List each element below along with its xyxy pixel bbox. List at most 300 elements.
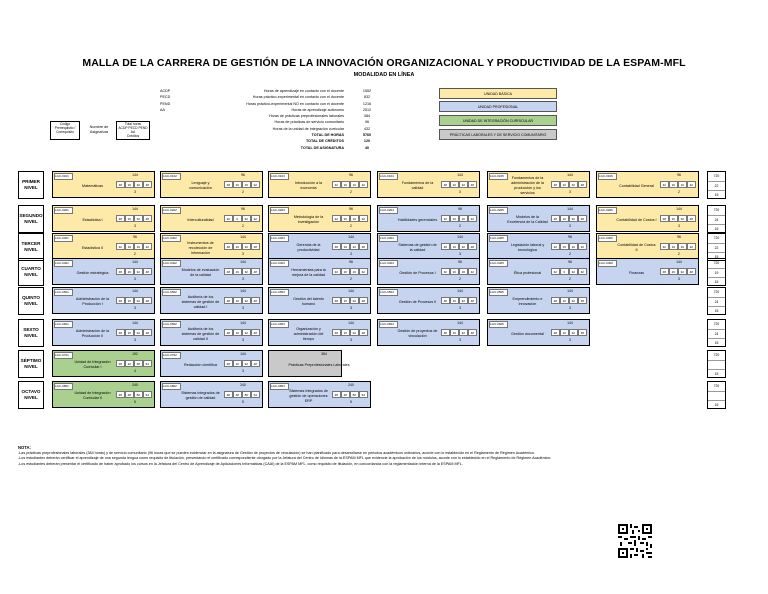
note-line: -Los estudiantes deberán certificar el aprendizaje de una segunda lengua como requisito de titulación, presentando el certificado correspondiente otorgado por la Jefatura del Centro de Idiomas de la ESPAM MFL que evidencie la aprobación de los módulos, acorde con lo establecido en el Reglamento de Régimen Académico. xyxy=(18,456,552,461)
hours-value: 40 xyxy=(364,145,370,150)
hours-cell: 32 xyxy=(459,243,468,250)
course-code: LGC-0104 xyxy=(379,173,398,180)
hours-cell: 48 xyxy=(551,181,560,188)
course-card[interactable] xyxy=(487,287,590,314)
course-name: Redacción científica xyxy=(183,362,217,367)
hours-summary xyxy=(160,88,390,151)
notes xyxy=(18,445,758,467)
course-total-hours: 96 xyxy=(349,173,353,177)
course-card[interactable] xyxy=(160,350,263,377)
course-hours-breakdown xyxy=(660,268,696,275)
course-code: LGC-0802 xyxy=(162,383,181,390)
hours-cell: 16 xyxy=(450,243,459,250)
course-card[interactable] xyxy=(268,287,371,314)
course-hours-breakdown xyxy=(660,243,696,250)
course-credits: 2 xyxy=(678,190,680,194)
hours-cell: 16 xyxy=(669,181,678,188)
course-code: LGC-0404 xyxy=(379,260,398,267)
hours-label: Horas de prácticas de servicio comunitario xyxy=(274,120,344,125)
hours-cell: 32 xyxy=(678,268,687,275)
course-hours-breakdown xyxy=(332,268,368,275)
course-credits: 3 xyxy=(134,190,136,194)
course-total-hours: 96 xyxy=(677,235,681,239)
course-card[interactable] xyxy=(596,205,699,232)
course-hours-breakdown xyxy=(224,360,260,367)
course-total-hours: 96 xyxy=(241,173,245,177)
hours-cell: 16 xyxy=(242,181,251,188)
level-totals xyxy=(707,258,726,286)
course-total-hours: 240 xyxy=(348,383,354,387)
course-total-hours: 96 xyxy=(458,260,462,264)
course-card[interactable] xyxy=(52,171,155,198)
course-name: Gestión de Procesos I xyxy=(399,270,436,275)
hours-cell: 80 xyxy=(242,391,251,398)
hours-cell: 16 xyxy=(560,243,569,250)
hours-cell: 32 xyxy=(242,215,251,222)
course-total-hours: 240 xyxy=(240,383,246,387)
course-credits: 2 xyxy=(459,224,461,228)
hours-cell: 48 xyxy=(224,329,233,336)
hours-cell: 48 xyxy=(251,360,260,367)
course-code: LGC-0201 xyxy=(54,207,73,214)
course-code: LGC-0601 xyxy=(54,321,73,328)
key-hours-box: Total horas ACDP PECD PEND AA Créditos xyxy=(116,121,150,140)
course-card[interactable] xyxy=(268,233,371,260)
course-hours-breakdown xyxy=(332,391,368,398)
course-card[interactable] xyxy=(52,258,155,285)
course-hours-breakdown xyxy=(441,181,477,188)
course-total-hours: 144 xyxy=(348,289,354,293)
hours-value: 1216 xyxy=(362,101,372,106)
hours-cell: 16 xyxy=(669,215,678,222)
hours-cell: 32 xyxy=(468,268,477,275)
course-credits: 2 xyxy=(350,277,352,281)
course-total-hours: 144 xyxy=(240,352,246,356)
hours-cell: 48 xyxy=(332,243,341,250)
course-code: LGC-0301 xyxy=(54,235,73,242)
course-hours-breakdown xyxy=(660,181,696,188)
course-card[interactable] xyxy=(268,258,371,285)
level-label: PRIMER NIVEL xyxy=(18,171,44,199)
course-card[interactable] xyxy=(52,319,155,346)
hours-cell: 48 xyxy=(468,297,477,304)
level-total-value: 15 xyxy=(714,309,719,314)
course-credits: 3 xyxy=(459,306,461,310)
hours-cell: 48 xyxy=(251,329,260,336)
hours-cell: 32 xyxy=(551,243,560,250)
course-code: LGC-0605 xyxy=(489,321,508,328)
course-card[interactable] xyxy=(487,319,590,346)
course-credits: 3 xyxy=(569,338,571,342)
level-total-value: 720 xyxy=(708,259,725,269)
level-total-value: 15 xyxy=(714,372,719,377)
course-card[interactable] xyxy=(160,258,263,285)
hours-cell: 48 xyxy=(224,360,233,367)
level-label: SEXTO NIVEL xyxy=(18,319,44,347)
course-name: Unidad de Integración Curricular I xyxy=(74,360,111,369)
hours-cell: 80 xyxy=(350,391,359,398)
course-card[interactable] xyxy=(52,233,155,260)
course-hours-breakdown xyxy=(116,329,152,336)
hours-cell: 32 xyxy=(125,360,134,367)
course-credits: 5 xyxy=(242,400,244,404)
course-card[interactable] xyxy=(52,381,155,408)
hours-cell: 16 xyxy=(233,268,242,275)
course-card[interactable] xyxy=(268,205,371,232)
hours-cell: 32 xyxy=(359,181,368,188)
hours-cell: 16 xyxy=(678,181,687,188)
course-credits: 3 xyxy=(678,224,680,228)
hours-cell: 48 xyxy=(578,181,587,188)
course-hours-breakdown xyxy=(116,243,152,250)
course-card[interactable] xyxy=(596,171,699,198)
page-title: MALLA DE LA CARRERA DE GESTIÓN DE LA INNOVACIÓN ORGANIZACIONAL Y PRODUCTIVIDAD DE LA ESPAM-MFL xyxy=(82,57,686,69)
course-card[interactable] xyxy=(160,381,263,408)
course-total-hours: 96 xyxy=(133,235,137,239)
hours-value: 120 xyxy=(363,139,371,144)
hours-cell: 32 xyxy=(350,243,359,250)
course-code: LGC-0102 xyxy=(162,173,181,180)
legend-item: PRÁCTICAS LABORALES Y DE SERVICIO COMUNITARIO xyxy=(439,129,557,140)
course-code: LGC-0206 xyxy=(598,207,617,214)
hours-value: 1552 xyxy=(362,89,372,93)
level-label: TERCER NIVEL xyxy=(18,233,44,261)
hours-cell: 16 xyxy=(125,215,134,222)
course-hours-breakdown xyxy=(332,329,368,336)
course-credits: 3 xyxy=(134,306,136,310)
course-total-hours: 144 xyxy=(240,321,246,325)
course-name: Administración de la Producción I xyxy=(75,297,110,306)
level-total-value: 15 xyxy=(714,403,719,408)
hours-cell: 48 xyxy=(660,215,669,222)
course-credits: 3 xyxy=(350,252,352,256)
course-card[interactable] xyxy=(487,171,590,198)
course-card[interactable] xyxy=(160,233,263,260)
course-credits: 2 xyxy=(569,252,571,256)
hours-cell: 48 xyxy=(551,215,560,222)
course-code: LGC-0204 xyxy=(379,207,398,214)
course-code: LGC-0603 xyxy=(270,321,289,328)
course-card[interactable] xyxy=(377,258,480,285)
hours-cell: 32 xyxy=(251,215,260,222)
level-totals xyxy=(707,381,726,409)
course-total-hours: 144 xyxy=(240,260,246,264)
hours-cell: 16 xyxy=(569,243,578,250)
level-total-value: 720 xyxy=(708,382,725,392)
key-name: Nombre de Asignatura xyxy=(89,125,109,134)
hours-value: 96 xyxy=(364,120,370,125)
level-total-value: 22 xyxy=(708,244,725,254)
course-credits: 5 xyxy=(134,400,136,404)
hours-cell: 64 xyxy=(143,360,152,367)
course-code: LGC-0403 xyxy=(270,260,289,267)
hours-cell: 48 xyxy=(251,268,260,275)
hours-cell: 48 xyxy=(134,360,143,367)
course-name: Gestión del talento humano xyxy=(293,297,324,306)
hours-label: Horas de la unidad de integración curricular xyxy=(272,126,344,131)
course-total-hours: 144 xyxy=(240,235,246,239)
hours-cell: 48 xyxy=(332,391,341,398)
level-total-value: 15 xyxy=(714,280,719,285)
course-code: LGC-0205 xyxy=(489,207,508,214)
hours-cell: 48 xyxy=(143,297,152,304)
course-card[interactable] xyxy=(487,205,590,232)
course-credits: 3 xyxy=(242,369,244,373)
course-hours-breakdown xyxy=(332,181,368,188)
hours-abbr: PEND xyxy=(160,101,171,106)
course-total-hours: 144 xyxy=(676,207,682,211)
course-total-hours: 144 xyxy=(348,235,354,239)
course-name: Gestión de Procesos II xyxy=(398,299,437,304)
course-card[interactable] xyxy=(487,258,590,285)
hours-cell: 48 xyxy=(441,329,450,336)
hours-cell: 80 xyxy=(134,391,143,398)
hours-cell: 48 xyxy=(441,181,450,188)
course-name: Gestión estratégica xyxy=(76,270,109,275)
legend-item: UNIDAD BÁSICA xyxy=(439,88,557,99)
course-code: LGC-0304 xyxy=(379,235,398,242)
course-card[interactable] xyxy=(268,171,371,198)
course-total-hours: 144 xyxy=(457,235,463,239)
level-total-value xyxy=(708,361,725,371)
hours-label: Horas de aprendizaje en contacto con el docente xyxy=(263,89,344,93)
hours-cell: 32 xyxy=(569,268,578,275)
course-card[interactable] xyxy=(52,287,155,314)
hours-cell: 32 xyxy=(242,329,251,336)
course-card[interactable] xyxy=(377,171,480,198)
course-credits: 2 xyxy=(242,224,244,228)
course-hours-breakdown xyxy=(116,391,152,398)
course-credits: 3 xyxy=(459,338,461,342)
hours-cell: 16 xyxy=(233,181,242,188)
course-credits: 3 xyxy=(134,338,136,342)
level-total-value: 720 xyxy=(708,172,725,182)
course-hours-breakdown xyxy=(224,181,260,188)
course-credits: 2 xyxy=(678,252,680,256)
hours-cell: 48 xyxy=(125,391,134,398)
course-hours-breakdown xyxy=(332,215,368,222)
course-card[interactable] xyxy=(160,319,263,346)
course-card[interactable] xyxy=(268,319,371,346)
course-hours-breakdown xyxy=(332,297,368,304)
course-credits: 3 xyxy=(242,338,244,342)
hours-cell: 64 xyxy=(251,391,260,398)
hours-cell: 16 xyxy=(125,329,134,336)
hours-cell: 48 xyxy=(116,215,125,222)
course-card[interactable] xyxy=(160,287,263,314)
hours-cell: 16 xyxy=(450,181,459,188)
course-credits: 3 xyxy=(242,277,244,281)
course-name: Prácticas Preprofesionales Laborales xyxy=(288,362,350,367)
hours-cell: 48 xyxy=(143,215,152,222)
course-credits: 2 xyxy=(242,190,244,194)
hours-abbr: AA xyxy=(160,107,165,112)
course-total-hours: 144 xyxy=(132,289,138,293)
level-total-value: 15 xyxy=(714,255,719,260)
course-credits: 3 xyxy=(569,190,571,194)
course-total-hours: 384 xyxy=(321,352,327,356)
hours-cell: 32 xyxy=(242,360,251,367)
hours-cell: 32 xyxy=(678,215,687,222)
level-total-value: 22 xyxy=(708,182,725,192)
course-credits: 2 xyxy=(350,190,352,194)
level-total-value: 720 xyxy=(708,320,725,330)
course-card[interactable] xyxy=(596,258,699,285)
course-credits: 3 xyxy=(242,252,244,256)
course-hours-breakdown xyxy=(551,268,587,275)
course-card[interactable] xyxy=(268,381,371,408)
hours-cell: 32 xyxy=(242,268,251,275)
hours-cell: 32 xyxy=(134,181,143,188)
hours-cell: 16 xyxy=(350,268,359,275)
course-code: LGC-0306 xyxy=(598,235,617,242)
hours-label: Horas de aprendizaje autónomo xyxy=(291,107,344,112)
course-name: Auditoría de los sistemas de gestión de calidad I xyxy=(181,294,220,309)
course-name: Emprendimiento e innovación xyxy=(512,297,543,306)
course-total-hours: 96 xyxy=(568,235,572,239)
course-hours-breakdown xyxy=(551,215,587,222)
course-credits: 3 xyxy=(350,338,352,342)
hours-cell: 32 xyxy=(459,329,468,336)
course-card[interactable] xyxy=(377,233,480,260)
course-total-hours: 240 xyxy=(132,383,138,387)
hours-cell: 16 xyxy=(450,329,459,336)
course-card[interactable] xyxy=(377,287,480,314)
course-name: Contabilidad General xyxy=(619,183,654,188)
hours-cell: 48 xyxy=(224,243,233,250)
hours-cell: 16 xyxy=(134,243,143,250)
course-card[interactable] xyxy=(487,233,590,260)
course-total-hours: 144 xyxy=(567,289,573,293)
hours-cell: 16 xyxy=(125,268,134,275)
course-hours-breakdown xyxy=(224,243,260,250)
hours-cell: 32 xyxy=(359,268,368,275)
hours-cell: 48 xyxy=(359,243,368,250)
course-credits: 2 xyxy=(459,277,461,281)
course-credits: 3 xyxy=(569,306,571,310)
course-name: Administración de la Producción II xyxy=(75,329,110,338)
hours-cell: 48 xyxy=(359,329,368,336)
course-name: Fundamentos de la calidad xyxy=(401,181,434,190)
course-credits: 3 xyxy=(242,306,244,310)
course-credits: 3 xyxy=(459,190,461,194)
course-credits: 3 xyxy=(678,277,680,281)
course-total-hours: 144 xyxy=(567,207,573,211)
hours-value: 384 xyxy=(363,114,371,119)
course-name: Interculturalidad xyxy=(187,217,214,222)
course-card[interactable] xyxy=(160,171,263,198)
course-total-hours: 96 xyxy=(568,260,572,264)
course-code: LGC-0106 xyxy=(598,173,617,180)
hours-cell: 48 xyxy=(116,268,125,275)
hours-cell: 64 xyxy=(143,391,152,398)
course-code: LGC-0303 xyxy=(270,235,289,242)
hours-cell: 48 xyxy=(332,329,341,336)
course-credits: 3 xyxy=(134,277,136,281)
course-card[interactable] xyxy=(377,205,480,232)
course-card[interactable] xyxy=(52,205,155,232)
course-card[interactable] xyxy=(160,205,263,232)
hours-cell: 32 xyxy=(350,329,359,336)
course-name: Gerencia de la productividad xyxy=(296,243,321,252)
hours-cell: 48 xyxy=(551,297,560,304)
course-name: Estadística I xyxy=(82,217,103,222)
course-card[interactable] xyxy=(268,350,350,377)
level-total-value: 24 xyxy=(708,298,725,308)
course-code: LGC-0702 xyxy=(162,352,181,359)
course-total-hours: 96 xyxy=(241,207,245,211)
hours-label: TOTAL DE CRÉDITOS xyxy=(305,139,344,144)
course-code: LGC-0803 xyxy=(270,383,289,390)
hours-cell: 32 xyxy=(116,243,125,250)
hours-cell: 32 xyxy=(441,268,450,275)
course-name: Estadística II xyxy=(81,245,104,250)
hours-label: Horas de prácticas preprofesionales laborales xyxy=(268,114,344,119)
course-hours-breakdown xyxy=(224,329,260,336)
hours-cell: 16 xyxy=(560,329,569,336)
hours-cell: 32 xyxy=(660,243,669,250)
level-label: SÉPTIMO NIVEL xyxy=(18,350,44,378)
hours-cell: 16 xyxy=(560,181,569,188)
note-line: -Los estudiantes deberán presentar el certificado de haber aprobado los cursos en la Jefatura del Centro de Aprendizaje de Aplicaciones Informáticas (CAAI) de la ESPAM MFL, como requisito de titulación, en concordancia con la reglamentación interna de la ESPAM MFL. xyxy=(18,461,463,466)
course-hours-breakdown xyxy=(551,181,587,188)
course-hours-breakdown xyxy=(116,297,152,304)
hours-cell: 0 xyxy=(560,268,569,275)
course-code: LGC-0502 xyxy=(162,289,181,296)
hours-cell: 48 xyxy=(224,391,233,398)
level-total-value: 15 xyxy=(714,193,719,198)
course-credits: 3 xyxy=(459,252,461,256)
hours-cell: 32 xyxy=(687,181,696,188)
hours-cell: 48 xyxy=(578,329,587,336)
hours-label: TOTAL DE ASIGNATURA xyxy=(300,145,344,150)
level-total-value: 720 xyxy=(708,288,725,298)
course-hours-breakdown xyxy=(224,297,260,304)
course-name: Gestión de proyectos de vinculación xyxy=(397,329,438,338)
hours-cell: 16 xyxy=(125,297,134,304)
course-code: LGC-0501 xyxy=(54,289,73,296)
hours-cell: 16 xyxy=(560,297,569,304)
hours-cell: 16 xyxy=(341,297,350,304)
level-totals xyxy=(707,319,726,347)
course-total-hours: 144 xyxy=(240,289,246,293)
course-card[interactable] xyxy=(596,233,699,260)
hours-cell: 48 xyxy=(441,243,450,250)
level-totals xyxy=(707,171,726,199)
hours-cell: 48 xyxy=(551,329,560,336)
hours-cell: 48 xyxy=(116,181,125,188)
level-total-value xyxy=(708,392,725,402)
course-card[interactable] xyxy=(377,319,480,346)
course-code: LGC-0302 xyxy=(162,235,181,242)
course-hours-breakdown xyxy=(441,215,477,222)
hours-cell: 32 xyxy=(459,181,468,188)
course-credits: 2 xyxy=(569,277,571,281)
level-label: OCTAVO NIVEL xyxy=(18,381,44,409)
course-name: Contabilidad de Costos II xyxy=(617,243,656,252)
course-card[interactable] xyxy=(52,350,155,377)
hours-cell: 16 xyxy=(678,243,687,250)
level-total-value: 720 xyxy=(708,234,725,244)
course-hours-breakdown xyxy=(551,243,587,250)
hours-cell: 48 xyxy=(468,243,477,250)
course-total-hours: 144 xyxy=(457,289,463,293)
hours-cell: 16 xyxy=(341,181,350,188)
course-total-hours: 144 xyxy=(457,321,463,325)
hours-cell: 16 xyxy=(341,329,350,336)
course-name: Organización y administración del tiempo xyxy=(293,326,324,341)
course-name: Sistemas de gestión de la calidad xyxy=(398,243,437,252)
